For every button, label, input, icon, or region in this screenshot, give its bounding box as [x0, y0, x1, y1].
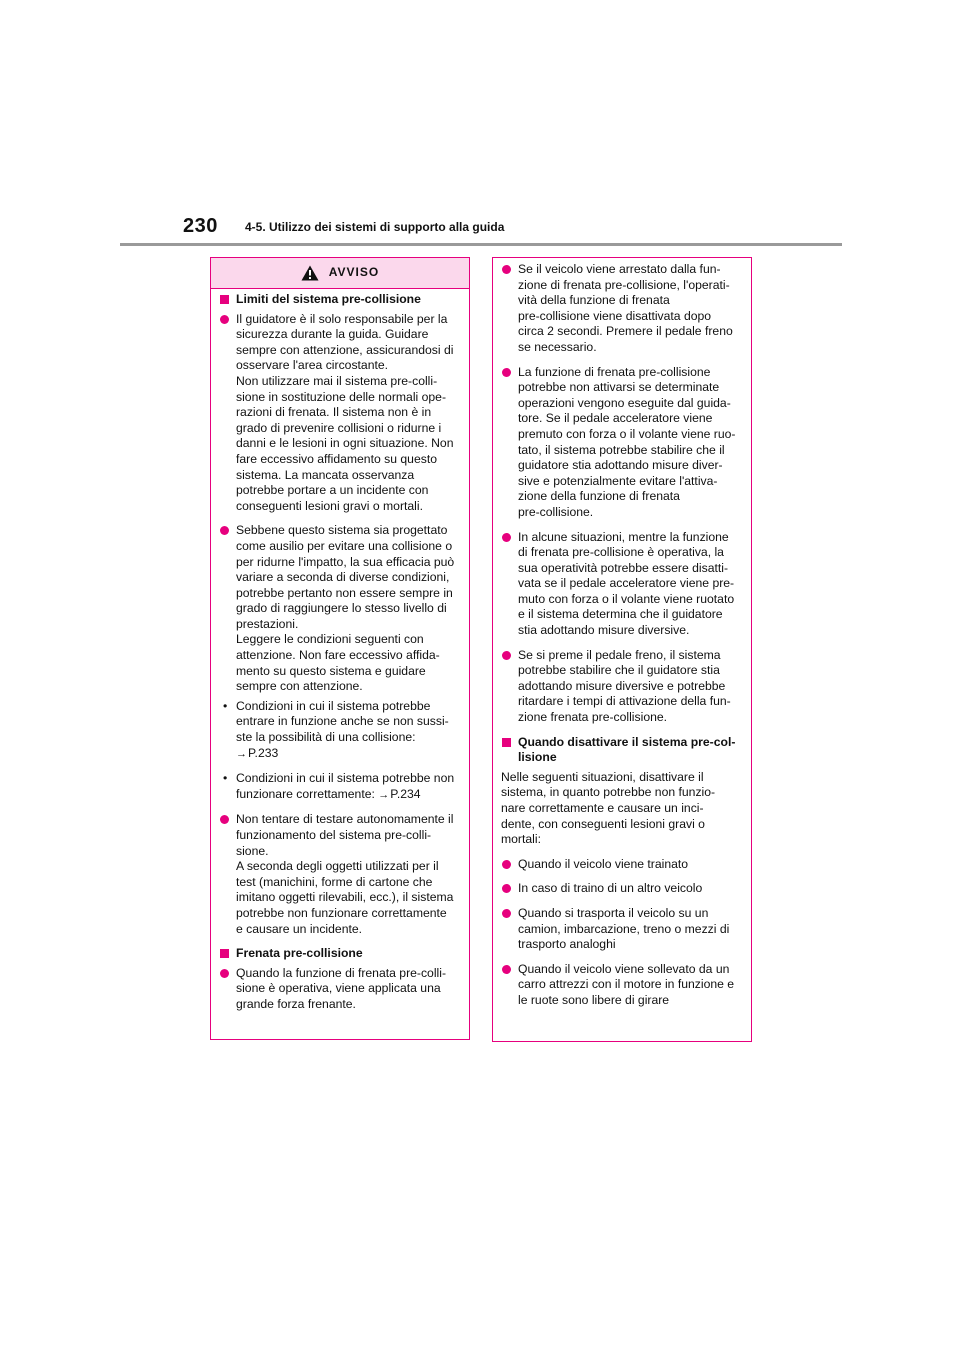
- list-item: In caso di traino di un altro veicolo: [501, 881, 743, 897]
- header-rule: [120, 243, 842, 246]
- bullet-icon: [220, 815, 229, 824]
- section-heading: Frenata pre-collisione: [219, 946, 461, 962]
- list-item: La funzione di frenata pre-collisione potrebbe non attivarsi se determinate operazioni vengono eseguite dal guida- tore. Se il pedale acceleratore viene premuto con forza o il volante viene ruo- tato, il sistema potrebbe stabilire che il guidatore stia adottando misure diver- sive e potenzialmente evitare l'attiva- zione della funzione di frenata pre-collisione.: [501, 365, 743, 521]
- sub-item: • Condizioni in cui il sistema potrebbe entrare in funzione anche se non sussi- ste la possibilità di una collisione: →P.233: [223, 698, 449, 760]
- bullet-icon: [502, 368, 511, 377]
- list-item: Non tentare di testare autonomamente il funzionamento del sistema pre-colli- sione. A seconda degli oggetti utilizzati per il test (manichini, forme di cartone che imitano oggetti rilevabili, ecc.), il sistema potrebbe non funzionare correttamente e causare un incidente.: [219, 812, 461, 937]
- warning-box-left: [210, 257, 470, 1040]
- list-item: Quando il veicolo viene sollevato da un carro attrezzi con il motore in funzione e le ruote sono libere di girare: [501, 962, 743, 1009]
- page-number: 230: [183, 215, 218, 237]
- sub-item: • Condizioni in cui il sistema potrebbe non funzionare correttamente: →P.234: [223, 771, 455, 801]
- warning-header: [211, 258, 469, 289]
- section-title: 4-5. Utilizzo dei sistemi di supporto alla guida: [245, 220, 505, 234]
- warning-content-right: [493, 258, 751, 1009]
- paragraph: Nelle seguenti situazioni, disattivare il sistema, in quanto potrebbe non funzio- nare correttamente e causare un inci- dente, con conseguenti lesioni gravi o mortali:: [501, 769, 716, 847]
- square-bullet-icon: [220, 949, 229, 958]
- list-item: Se si preme il pedale freno, il sistema potrebbe stabilire che il guidatore stia adottando misure diversive e potrebbe ritardare i tempi di attivazione della fun- zione frenata pre-collisione.: [501, 648, 743, 726]
- list-item: In alcune situazioni, mentre la funzione di frenata pre-collisione è operativa, la sua operatività potrebbe essere disatti- vata se il pedale acceleratore viene pre- muto con forza o il volante viene ruotato e il sistema determina che il guidatore stia adottando misure diversive.: [501, 530, 743, 639]
- list-item: Sebbene questo sistema sia progettato come ausilio per evitare una collisione o per ridurne l'impatto, la sua efficacia può variare a seconda di diverse condizioni, potrebbe pertanto non essere sempre in grado di raggiungere lo stesso livello di prestazioni. Leggere le condizioni seguenti con attenzione. Non fare eccessivo affida- mento su questo sistema e guidare sempre con attenzione.: [219, 523, 461, 695]
- bullet-icon: [502, 884, 511, 893]
- bullet-icon: [220, 969, 229, 978]
- list-item: Il guidatore è il solo responsabile per la sicurezza durante la guida. Guidare sempre con attenzione, assicurandosi di osservare l'area circostante. Non utilizzare mai il sistema pre-colli- sione in sostituzione delle normali ope- razioni di frenata. Il sistema non è in grado di prevenire collisioni o ridurne i danni e le lesioni in ogni situazione. Non fare eccessivo affidamento su questo sistema. La mancata osservanza potrebbe portare a un incidente con conseguenti lesioni gravi o mortali.: [219, 312, 461, 515]
- bullet-icon: [220, 315, 229, 324]
- page-reference-link[interactable]: →P.233: [236, 745, 279, 760]
- list-item: Quando si trasporta il veicolo su un camion, imbarcazione, treno o mezzi di trasporto analoghi: [501, 906, 743, 953]
- bullet-icon: [502, 860, 511, 869]
- list-item: Quando la funzione di frenata pre-colli- sione è operativa, viene applicata una grande forza frenante.: [219, 966, 461, 1013]
- bullet-icon: [220, 526, 229, 535]
- bullet-icon: [502, 965, 511, 974]
- page-reference-link[interactable]: →P.234: [378, 786, 421, 801]
- bullet-icon: [502, 651, 511, 660]
- warning-box-right: [492, 257, 752, 1042]
- square-bullet-icon: [502, 738, 511, 747]
- warning-title: AVVISO: [328, 265, 380, 280]
- bullet-icon: [502, 909, 511, 918]
- warning-content-left: [211, 289, 469, 1013]
- section-heading: Quando disattivare il sistema pre-col- lisione: [501, 735, 743, 766]
- section-heading: Limiti del sistema pre-collisione: [219, 292, 461, 308]
- bullet-icon: [502, 265, 511, 274]
- list-item: Quando il veicolo viene trainato: [501, 857, 743, 873]
- list-item: Se il veicolo viene arrestato dalla fun- zione di frenata pre-collisione, l'operati- vità della funzione di frenata pre-collisione viene disattivata dopo circa 2 secondi. Premere il pedale freno se necessario.: [501, 262, 743, 356]
- bullet-icon: [502, 533, 511, 542]
- warning-triangle-icon: [301, 265, 319, 281]
- arrow-right-icon: →: [378, 788, 390, 801]
- square-bullet-icon: [220, 295, 229, 304]
- arrow-right-icon: →: [236, 747, 247, 760]
